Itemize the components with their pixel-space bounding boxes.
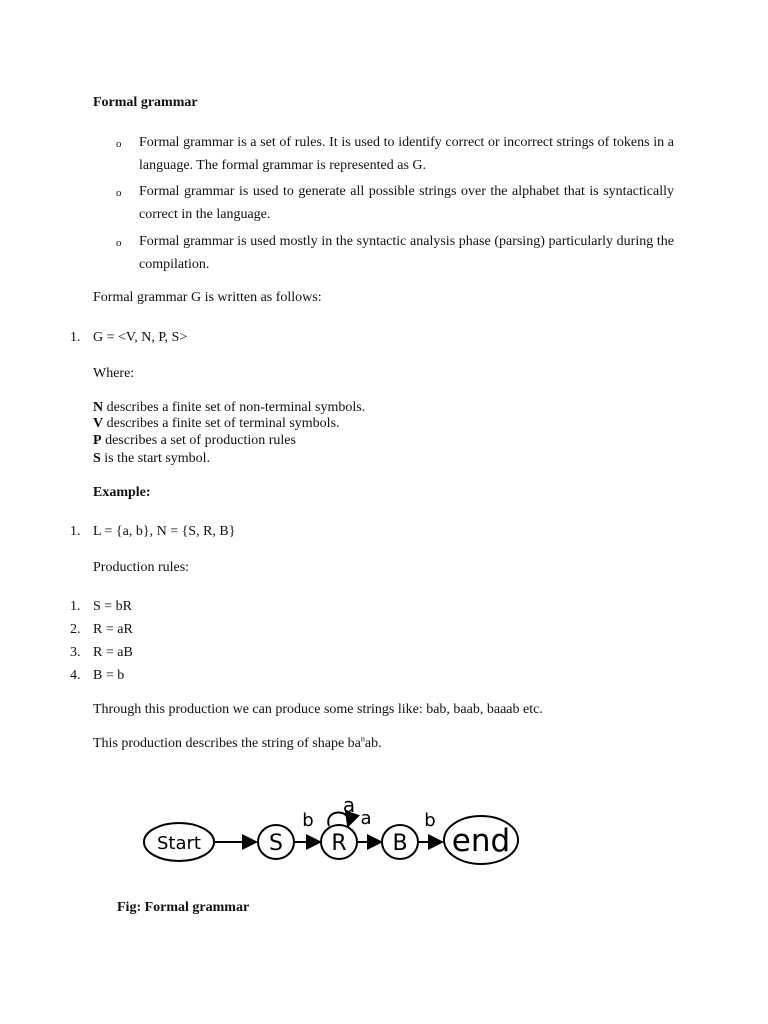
example-text: L = {a, b}, N = {S, R, B} bbox=[93, 524, 236, 539]
bullet-marker: o bbox=[116, 138, 122, 150]
symbol-description: describes a finite set of non-terminal symbols. bbox=[103, 400, 366, 415]
symbol-letter: S bbox=[93, 451, 101, 466]
node-end bbox=[444, 816, 518, 864]
edge-label-r-loop: a bbox=[342, 793, 356, 817]
production-rule: B = b bbox=[93, 668, 125, 683]
list-number: 1. bbox=[70, 524, 81, 539]
list-number: 2. bbox=[70, 622, 81, 637]
symbol-description: describes a finite set of terminal symbols. bbox=[103, 416, 340, 431]
bullet-item: Formal grammar is a set of rules. It is used to identify correct or incorrect strings of tokens in a language. The formal grammar is represented as G. bbox=[139, 135, 674, 173]
symbol-description: describes a set of production rules bbox=[101, 433, 296, 448]
edge-label-s-to-r: b bbox=[302, 810, 314, 831]
production-rule: R = aR bbox=[93, 622, 133, 637]
symbol-letter: P bbox=[93, 433, 102, 448]
list-number: 1. bbox=[70, 599, 81, 614]
superscript-n: n bbox=[360, 734, 365, 744]
bullet-item: Formal grammar is used mostly in the syntactic analysis phase (parsing) particularly during the compilation. bbox=[139, 234, 674, 272]
produce-text: Through this production we can produce some strings like: bab, baab, baaab etc. bbox=[93, 702, 543, 717]
edge-label-b-to-end: b bbox=[424, 810, 436, 831]
list-number: 4. bbox=[70, 668, 81, 683]
list-number: 3. bbox=[70, 645, 81, 660]
node-b bbox=[382, 825, 418, 859]
section-heading: Formal grammar bbox=[93, 95, 198, 110]
formal-grammar-diagram bbox=[140, 790, 530, 880]
production-rule: R = aB bbox=[93, 645, 133, 660]
grammar-definition: G = <V, N, P, S> bbox=[93, 330, 188, 345]
symbol-letter: V bbox=[93, 416, 104, 431]
bullet-marker: o bbox=[116, 237, 122, 249]
shape-text-prefix: This production describes the string of shape ba bbox=[93, 736, 361, 751]
node-s bbox=[258, 825, 294, 859]
node-start bbox=[144, 823, 214, 861]
symbol-line bbox=[93, 433, 296, 449]
symbol-letter: N bbox=[93, 400, 104, 415]
node-label: Start bbox=[157, 833, 201, 854]
symbol-line bbox=[93, 400, 365, 416]
shape-text bbox=[93, 736, 382, 752]
figure-caption: Fig: Formal grammar bbox=[117, 900, 250, 915]
node-label: B bbox=[392, 831, 408, 856]
node-label: S bbox=[269, 831, 283, 856]
edge-label-r-to-b: a bbox=[360, 808, 372, 829]
bullet-marker: o bbox=[116, 187, 122, 199]
list-number: 1. bbox=[70, 330, 81, 345]
symbol-description: is the start symbol. bbox=[100, 451, 211, 466]
shape-text-suffix: ab. bbox=[364, 736, 382, 751]
node-label: R bbox=[331, 831, 347, 856]
written-as-text: Formal grammar G is written as follows: bbox=[93, 290, 322, 305]
node-r bbox=[321, 825, 357, 859]
production-rule: S = bR bbox=[93, 599, 133, 614]
bullet-item: Formal grammar is used to generate all possible strings over the alphabet that is syntactically correct in the language. bbox=[139, 184, 674, 222]
production-label: Production rules: bbox=[93, 560, 190, 575]
node-label: end bbox=[451, 823, 511, 859]
symbol-line bbox=[93, 416, 340, 432]
example-heading: Example: bbox=[93, 485, 151, 500]
where-label: Where: bbox=[93, 366, 135, 381]
symbol-line bbox=[93, 451, 210, 467]
